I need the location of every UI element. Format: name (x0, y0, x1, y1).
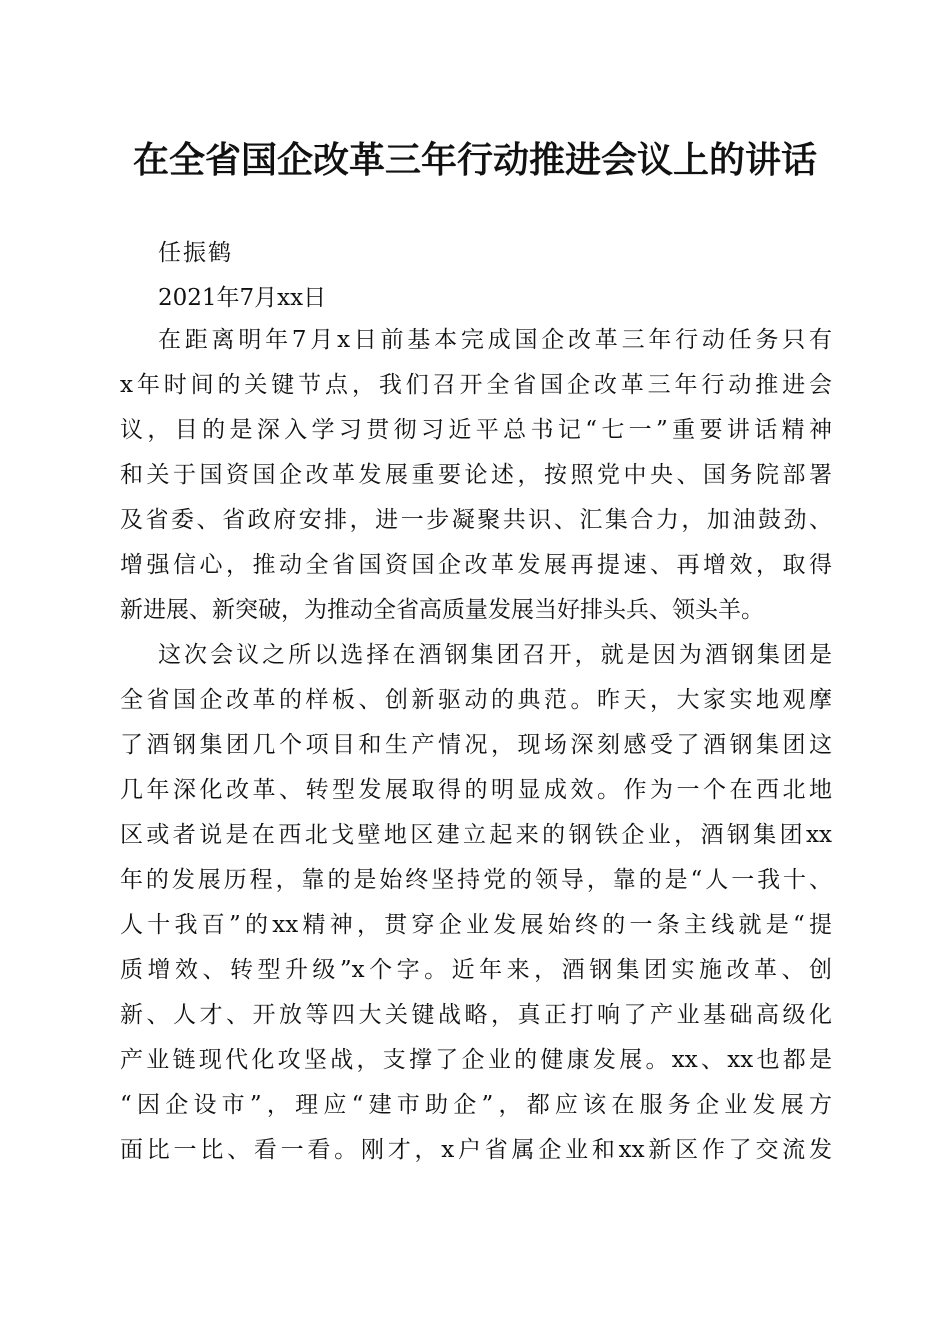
paragraph-line: “因企设市”，理应“建市助企”，都应该在服务企业发展方 (120, 1092, 832, 1118)
paragraph-line: 全省国企改革的样板、创新驱动的典范。昨天，大家实地观摩 (120, 687, 832, 713)
author-name: 任振鹤 (158, 240, 233, 266)
paragraph-line: 增强信心，推动全省国资国企改革发展再提速、再增效，取得 (120, 552, 832, 578)
paragraph-line: 新进展、新突破，为推动全省高质量发展当好排头兵、领头羊。 (120, 597, 764, 623)
paragraph-line: 议，目的是深入学习贯彻习近平总书记“七一”重要讲话精神 (120, 417, 832, 443)
paragraph-line: 和关于国资国企改革发展重要论述，按照党中央、国务院部署 (120, 462, 832, 488)
paragraph-line: 人十我百”的xx精神，贯穿企业发展始终的一条主线就是“提 (120, 912, 832, 938)
paragraph-line: 产业链现代化攻坚战，支撑了企业的健康发展。xx、xx也都是 (120, 1047, 832, 1073)
paragraph-line: x年时间的关键节点，我们召开全省国企改革三年行动推进会 (120, 372, 832, 398)
paragraph-line: 质增效、转型升级”x个字。近年来，酒钢集团实施改革、创 (120, 957, 832, 983)
paragraph-line: 面比一比、看一看。刚才，x户省属企业和xx新区作了交流发 (120, 1137, 832, 1163)
speech-date: 2021年7月xx日 (158, 285, 327, 311)
paragraph-line: 这次会议之所以选择在酒钢集团召开，就是因为酒钢集团是 (158, 642, 832, 668)
document-title: 在全省国企改革三年行动推进会议上的讲话 (132, 139, 817, 181)
paragraph-line: 新、人才、开放等四大关键战略，真正打响了产业基础高级化 (120, 1002, 832, 1028)
paragraph-line: 在距离明年7月x日前基本完成国企改革三年行动任务只有 (158, 327, 832, 353)
paragraph-1 (120, 318, 832, 633)
paragraph-line: 及省委、省政府安排，进一步凝聚共识、汇集合力，加油鼓劲、 (120, 507, 832, 533)
paragraph-line: 区或者说是在西北戈壁地区建立起来的钢铁企业，酒钢集团xx (120, 822, 832, 848)
paragraph-2 (120, 633, 832, 1173)
paragraph-line: 几年深化改革、转型发展取得的明显成效。作为一个在西北地 (120, 777, 832, 803)
paragraph-line: 了酒钢集团几个项目和生产情况，现场深刻感受了酒钢集团这 (120, 732, 832, 758)
paragraph-line: 年的发展历程，靠的是始终坚持党的领导，靠的是“人一我十、 (120, 867, 832, 893)
